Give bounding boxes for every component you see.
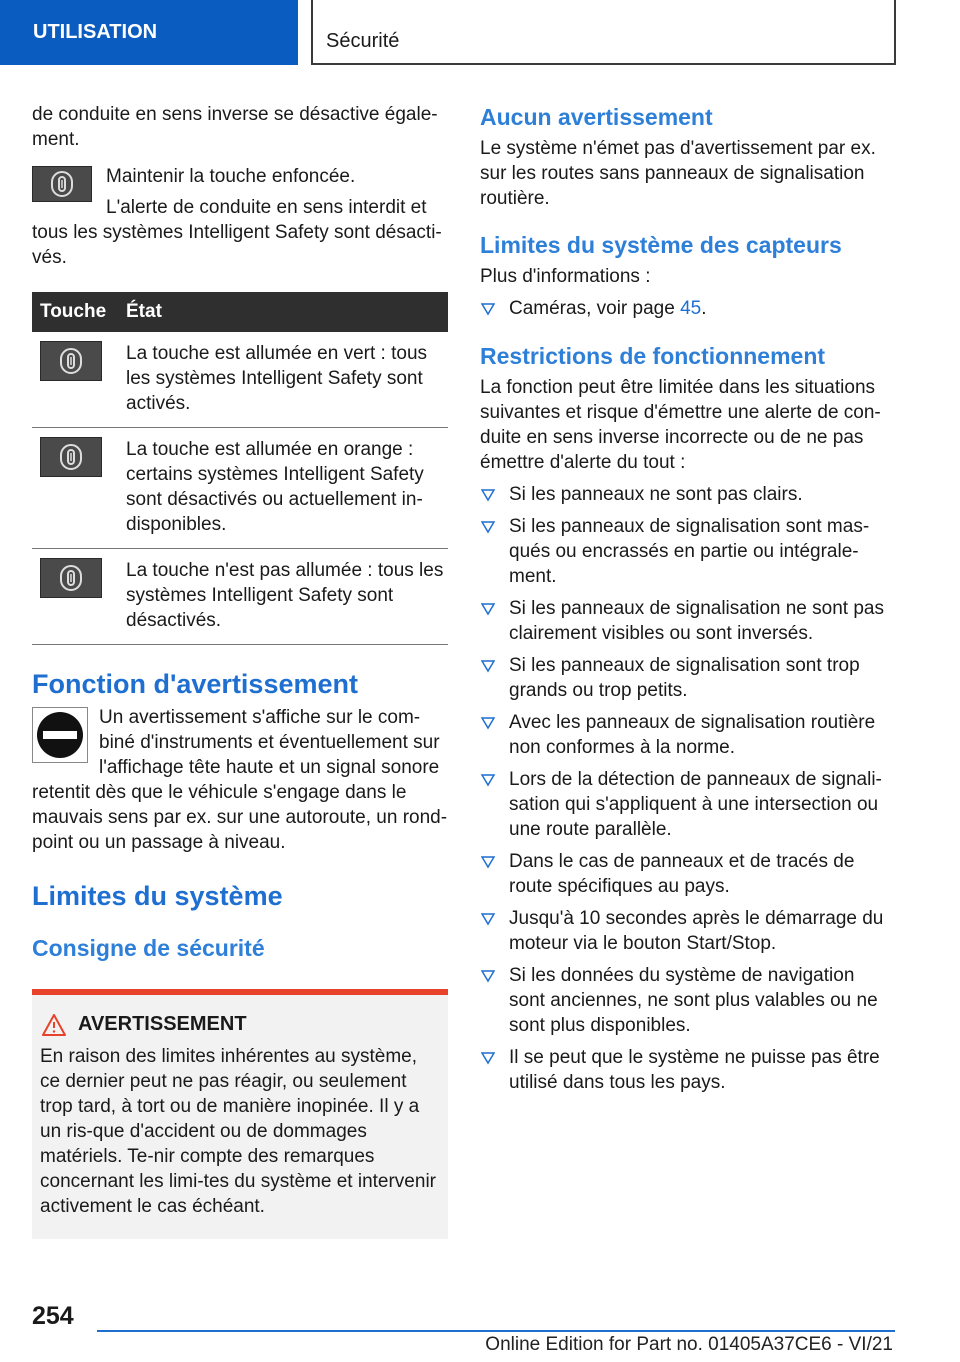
triangle-bullet-icon [481,602,495,616]
intelligent-safety-button-icon [40,558,102,598]
warning-title: AVERTISSEMENT [78,1013,247,1035]
capteurs-item-prefix: Caméras, voir page [509,298,681,319]
restrictions-text: La fonction peut être limitée dans les situations suivantes et risque d'émettre une alerte de con-duite en sens inverse incorrecte ou de ne pas émettre d'alerte du tout : [480,377,881,473]
list-item-text: Si les panneaux de signalisation sont mas-qués ou encrassés en partie ou intégrale-ment. [509,516,870,587]
footer-divider [97,1330,895,1332]
warning-title-row [40,1013,440,1036]
triangle-bullet-icon [481,488,495,502]
triangle-bullet-icon [481,659,495,673]
header-topic-tab [311,0,896,65]
list-item [480,1045,892,1095]
warning-triangle-icon [42,1014,66,1036]
capteurs-text: Plus d'informations : [480,266,651,287]
list-item [480,767,892,842]
list-item [480,849,892,899]
left-column [32,102,448,1239]
table-row [32,332,448,428]
table-cell-state: La touche est allumée en orange : certains systèmes Intelligent Safety sont désactivés ou actuellement in-disponibles. [126,439,424,535]
triangle-bullet-icon [481,773,495,787]
heading-consigne: Consigne de sécurité [32,935,265,961]
right-column [480,102,892,1095]
triangle-bullet-icon [481,855,495,869]
triangle-bullet-icon [481,716,495,730]
list-item [480,296,892,321]
page-link[interactable]: 45 [680,298,702,319]
table-header [32,292,448,332]
list-item-text: Dans le cas de panneaux et de tracés de route spécifiques au pays. [509,851,855,897]
table-cell-state: La touche n'est pas allumée : tous les systèmes Intelligent Safety sont désactivés. [126,560,444,631]
table-row [32,549,448,645]
icon-text-2: L'alerte de conduite en sens interdit et tous les systèmes Intelligent Safety sont désacti-vés. [32,197,442,268]
list-item-text: Si les données du système de navigation sont anciennes, ne sont plus valables ou ne sont plus disponibles. [509,965,878,1036]
heading-restrictions: Restrictions de fonctionnement [480,343,826,369]
triangle-bullet-icon [481,520,495,534]
header-etat: État [126,301,162,322]
key-instruction [32,164,448,270]
list-item [480,906,892,956]
triangle-bullet-icon [481,912,495,926]
header-section-label: UTILISATION [33,21,158,43]
triangle-bullet-icon [481,302,495,316]
triangle-bullet-icon [481,969,495,983]
fonction-block [32,705,448,855]
aucun-text: Le système n'émet pas d'avertissement par ex. sur les routes sans panneaux de signalisation routière. [480,138,876,209]
list-item [480,710,892,760]
list-item [480,482,892,507]
icon-text-1: Maintenir la touche enfoncée. [106,166,356,187]
table-cell-state: La touche est allumée en vert : tous les systèmes Intelligent Safety sont activés. [126,343,428,414]
list-item [480,653,892,703]
list-item-text: Avec les panneaux de signalisation routière non conformes à la norme. [509,712,876,758]
heading-aucun: Aucun avertissement [480,104,713,130]
footer-edition: Online Edition for Part no. 01405A37CE6 - VI/21 [485,1334,893,1355]
list-item-text: Il se peut que le système ne puisse pas être utilisé dans tous les pays. [509,1047,880,1093]
list-item-text: Si les panneaux de signalisation sont trop grands ou trop petits. [509,655,860,701]
table-row [32,428,448,549]
capteurs-list [480,296,892,321]
fonction-text: Un avertissement s'affiche sur le com-biné d'instruments et éventuellement sur l'affichage tête haute et un signal sonore retentit dès que le véhicule s'engage dans le mauvais sens par ex. sur une autoroute, un rond-point ou un passage à niveau. [32,707,448,853]
no-entry-sign-icon [32,707,88,763]
list-item-text: Si les panneaux ne sont pas clairs. [509,484,803,505]
warning-box [32,989,448,1239]
intro-text: de conduite en sens inverse se désactive égale-ment. [32,104,438,150]
list-item [480,596,892,646]
list-item [480,514,892,589]
restrictions-list [480,482,892,1095]
header-section-tab [0,0,298,65]
list-item-text: Si les panneaux de signalisation ne sont pas clairement visibles ou sont inversés. [509,598,884,644]
list-item-text: Jusqu'à 10 secondes après le démarrage du moteur via le bouton Start/Stop. [509,908,884,954]
intelligent-safety-button-icon [40,437,102,477]
intelligent-safety-button-icon [32,166,92,202]
heading-fonction: Fonction d'avertissement [32,669,358,699]
heading-limites: Limites du système [32,881,283,911]
list-item [480,963,892,1038]
heading-capteurs: Limites du système des capteurs [480,232,842,258]
warning-text: En raison des limites inhérentes au système, ce dernier peut ne pas réagir, ou seulement trop tard, à tort ou de manière inopinée. Il y a un ris-que d'accident ou de dommages matériels. Te-nir compte des remarques concernant les limi-tes du système et intervenir activement le cas échéant. [40,1046,436,1217]
intelligent-safety-button-icon [40,341,102,381]
page-number: 254 [32,1302,74,1330]
header-topic-label: Sécurité [326,30,400,52]
status-table [32,292,448,645]
header-touche: Touche [40,301,107,322]
list-item-text: Lors de la détection de panneaux de signali-sation qui s'appliquent à une intersection ou une route parallèle. [509,769,882,840]
triangle-bullet-icon [481,1051,495,1065]
capteurs-item-suffix: . [701,298,707,319]
